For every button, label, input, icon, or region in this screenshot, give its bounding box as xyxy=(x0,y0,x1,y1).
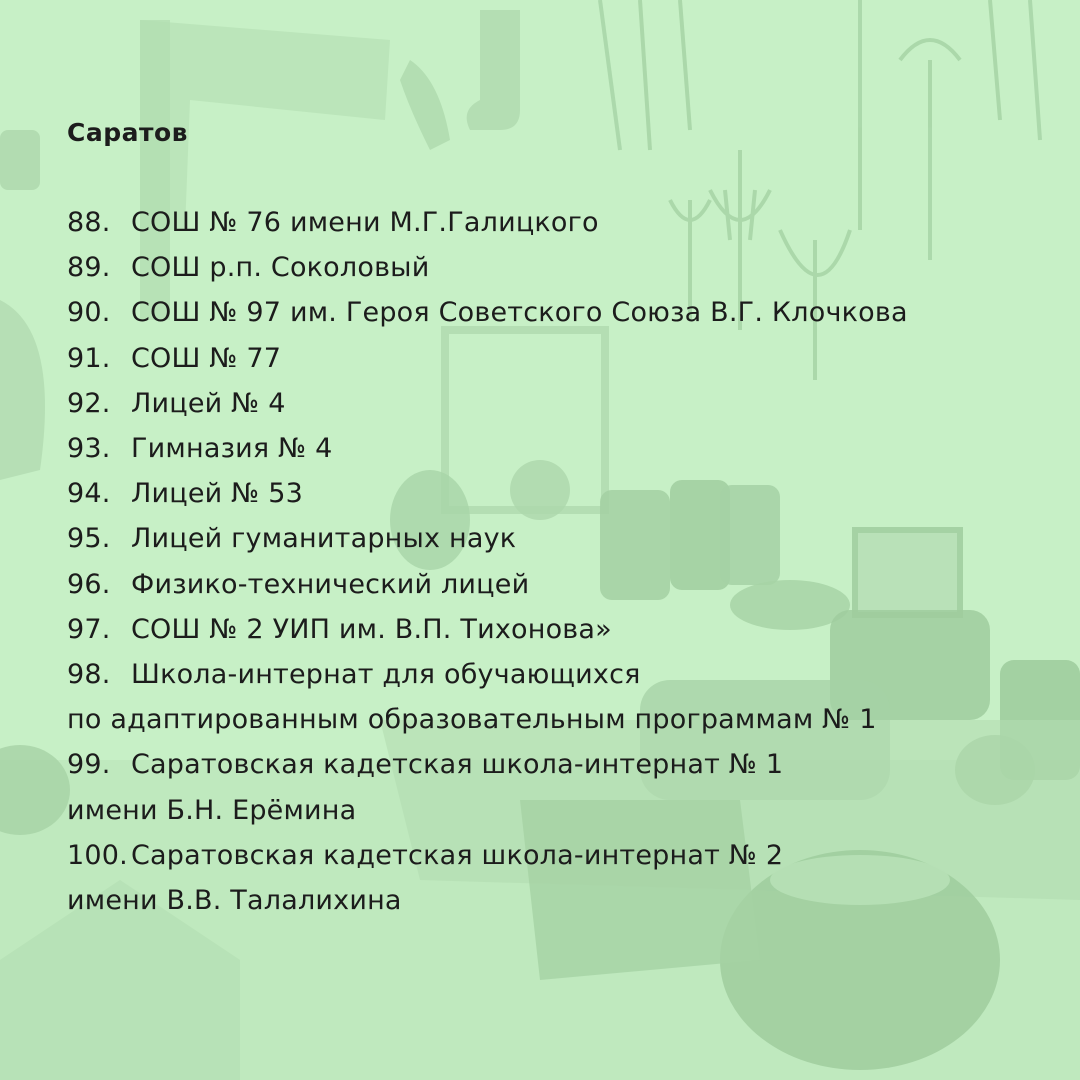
item-number: 99. xyxy=(67,749,111,781)
item-number: 96. xyxy=(67,568,111,600)
item-text: Саратовская кадетская школа-интернат № 1 xyxy=(131,749,784,781)
item-number: 97. xyxy=(67,613,111,645)
item-number: 90. xyxy=(67,297,111,329)
item-text: СОШ р.п. Соколовый xyxy=(131,252,430,284)
list-item xyxy=(67,516,1057,561)
city-heading: Саратов xyxy=(67,118,188,147)
item-text: имени В.В. Талалихина xyxy=(67,885,402,917)
school-list xyxy=(67,200,1057,923)
item-number: 91. xyxy=(67,342,111,374)
item-number: 98. xyxy=(67,659,111,691)
item-text: Физико-технический лицей xyxy=(131,568,530,600)
item-text: Лицей № 4 xyxy=(131,387,286,419)
list-item xyxy=(67,742,1057,787)
list-item xyxy=(67,562,1057,607)
item-text: Лицей № 53 xyxy=(131,478,303,510)
item-text: СОШ № 76 имени М.Г.Галицкого xyxy=(131,207,599,238)
item-text: СОШ № 97 им. Героя Советского Союза В.Г. Клочкова xyxy=(131,297,908,329)
list-item xyxy=(67,381,1057,426)
list-item xyxy=(67,833,1057,878)
item-text: СОШ № 2 УИП им. В.П. Тихонова» xyxy=(131,613,612,645)
list-item xyxy=(67,200,1057,245)
item-text: имени Б.Н. Ерёмина xyxy=(67,794,357,826)
item-text: Гимназия № 4 xyxy=(131,433,333,465)
item-number: 88. xyxy=(67,207,111,238)
item-text: СОШ № 77 xyxy=(131,342,282,374)
item-text: Школа-интернат для обучающихся xyxy=(131,659,641,691)
list-item xyxy=(67,245,1057,290)
item-text: по адаптированным образовательным программам № 1 xyxy=(67,704,877,736)
list-item xyxy=(67,336,1057,381)
list-item xyxy=(67,652,1057,697)
item-number: 95. xyxy=(67,523,111,555)
list-item xyxy=(67,471,1057,516)
item-text: Саратовская кадетская школа-интернат № 2 xyxy=(131,839,784,871)
list-item xyxy=(67,426,1057,471)
item-number: 94. xyxy=(67,478,111,510)
item-number: 92. xyxy=(67,387,111,419)
item-number: 93. xyxy=(67,433,111,465)
school-list-panel xyxy=(67,110,1057,923)
list-item xyxy=(67,607,1057,652)
list-item-continuation xyxy=(67,788,1057,833)
item-text: Лицей гуманитарных наук xyxy=(131,523,517,555)
item-number: 89. xyxy=(67,252,111,284)
list-item-continuation xyxy=(67,878,1057,923)
list-item-continuation xyxy=(67,697,1057,742)
list-item xyxy=(67,290,1057,335)
item-number: 100. xyxy=(67,839,128,871)
